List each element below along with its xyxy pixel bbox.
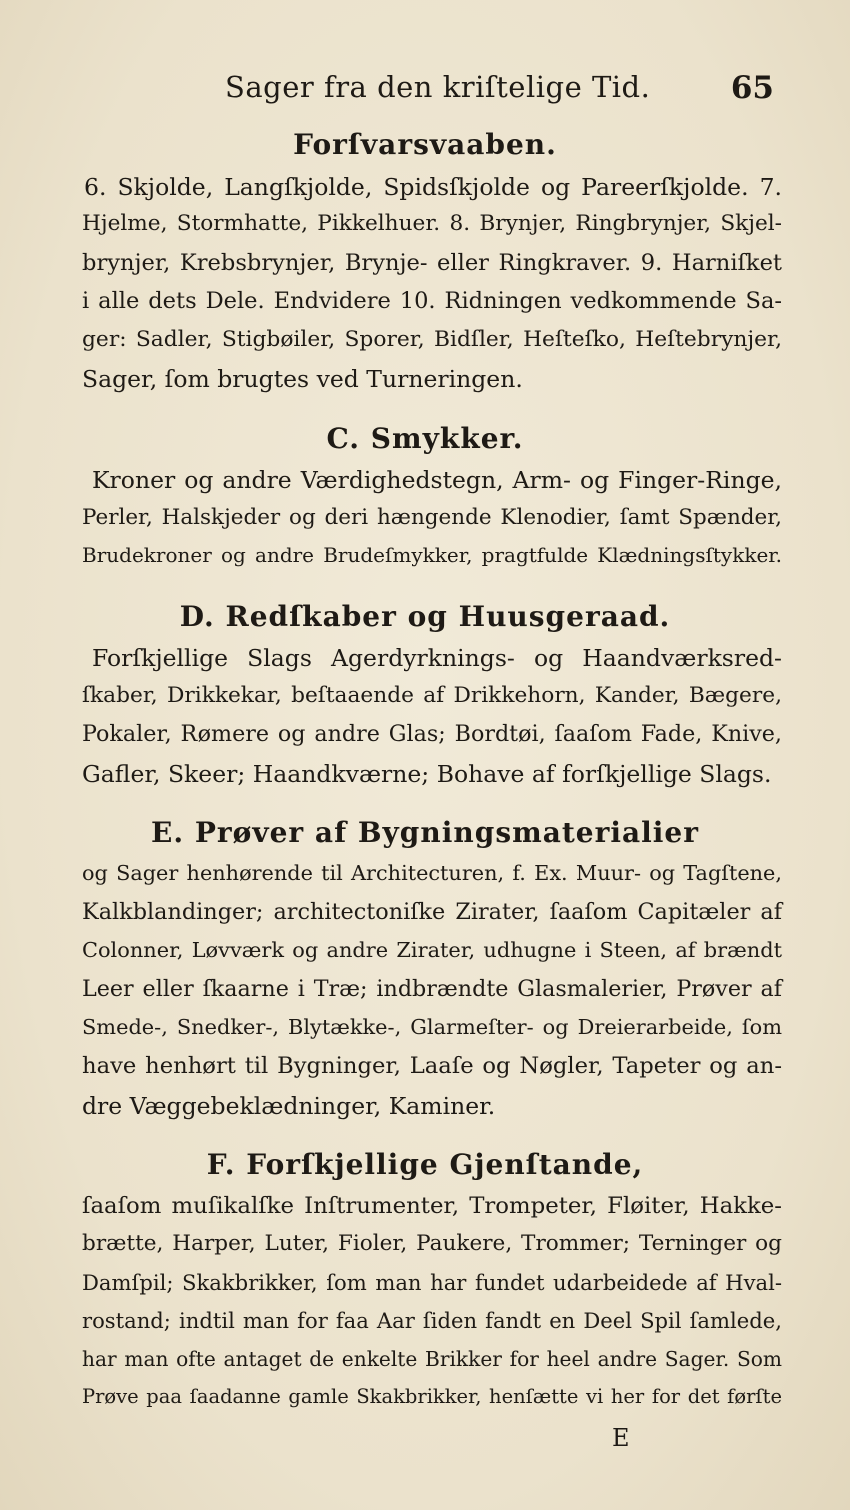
text-line: Perler, Halskjeder og deri hængende Klenodier, ſamt Spænder, <box>82 504 782 530</box>
section-heading-bygningsmaterialier: E. Prøver af Bygningsmaterialier <box>151 816 699 849</box>
text-line: Gafler, Skeer; Haandkværne; Bohave af forſkjellige Slags. <box>82 759 772 788</box>
text-line: Leer eller ſkaarne i Træ; indbrændte Glasmalerier, Prøver af <box>82 976 782 1002</box>
text-line: Brudekroner og andre Brudeſmykker, pragtfulde Klædningsſtykker. <box>82 543 782 567</box>
text-line: Damſpil; Skakbrikker, ſom man har fundet udarbeidede af Hval- <box>82 1269 782 1295</box>
text-line: Forſkjellige Slags Agerdyrknings- og Haandværksred- <box>92 644 782 672</box>
text-line: 6. Skjolde, Langſkjolde, Spidsſkjolde og Pareerſkjolde. 7. <box>84 172 782 201</box>
text-line-overflow: rostand; indtil man for faa Aar ſiden fandt en Deel Spil ſamlede, <box>82 1308 782 1333</box>
text-line-overflow: har man ofte antaget de enkelte Brikker for heel andre Sager. Som <box>82 1346 782 1371</box>
text-line: brynjer, Krebsbrynjer, Brynje- eller Ringkraver. 9. Harniſket <box>82 249 782 276</box>
text-line: og Sager henhørende til Architecturen, f. Ex. Muur- og Tagſtene, <box>82 860 782 885</box>
text-line: Kroner og andre Værdighedstegn, Arm- og Finger-Ringe, <box>92 466 782 494</box>
running-title: Sager fra den kriſtelige Tid. <box>225 70 651 104</box>
section-heading-forsvarsvaaben: Forſvarsvaaben. <box>293 128 557 161</box>
text-line: have henhørt til Bygninger, Laaſe og Nøgler, Tapeter og an- <box>82 1053 782 1079</box>
catchword: E <box>612 1423 630 1452</box>
section-heading-gjenstande: F. Forſkjellige Gjenſtande, <box>206 1148 644 1181</box>
text-line: ger: Sadler, Stigbøiler, Sporer, Bidſler, Heſteſko, Heſtebrynjer, <box>82 326 782 352</box>
text-line: Kalkblandinger; architectoniſke Zirater, ſaaſom Capitæler af <box>82 899 782 925</box>
section-heading-redskaber: D. Redſkaber og Huusgeraad. <box>179 599 671 633</box>
text-line: Sager, ſom brugtes ved Turneringen. <box>82 365 523 393</box>
text-line: Hjelme, Stormhatte, Pikkelhuer. 8. Brynjer, Ringbrynjer, Skjel- <box>82 211 782 236</box>
text-line: dre Væggebeklædninger, Kaminer. <box>82 1091 496 1120</box>
section-heading-smykker: C. Smykker. <box>326 421 524 455</box>
text-line: brætte, Harper, Luter, Fioler, Paukere, Trommer; Terninger og <box>82 1231 782 1256</box>
text-line: i alle dets Dele. Endvidere 10. Ridningen vedkommende Sa- <box>82 288 782 314</box>
text-line-overflow: Prøve paa ſaadanne gamle Skakbrikker, henſætte vi her for det førſte <box>82 1385 782 1408</box>
text-line: Colonner, Løvværk og andre Zirater, udhugne i Steen, af brændt <box>82 937 782 962</box>
page-number: 65 <box>730 70 774 106</box>
text-line: ſkaber, Drikkekar, beſtaaende af Drikkehorn, Kander, Bægere, <box>82 682 782 708</box>
page-header <box>0 70 850 110</box>
text-line: Smede-, Snedker-, Blytække-, Glarmeſter- og Dreierarbeide, ſom <box>82 1014 782 1039</box>
text-line: ſaaſom muſikalſke Inſtrumenter, Trompeter, Fløiter, Hakke- <box>82 1192 782 1219</box>
text-line: Pokaler, Rømere og andre Glas; Bordtøi, ſaaſom Fade, Knive, <box>82 721 782 747</box>
